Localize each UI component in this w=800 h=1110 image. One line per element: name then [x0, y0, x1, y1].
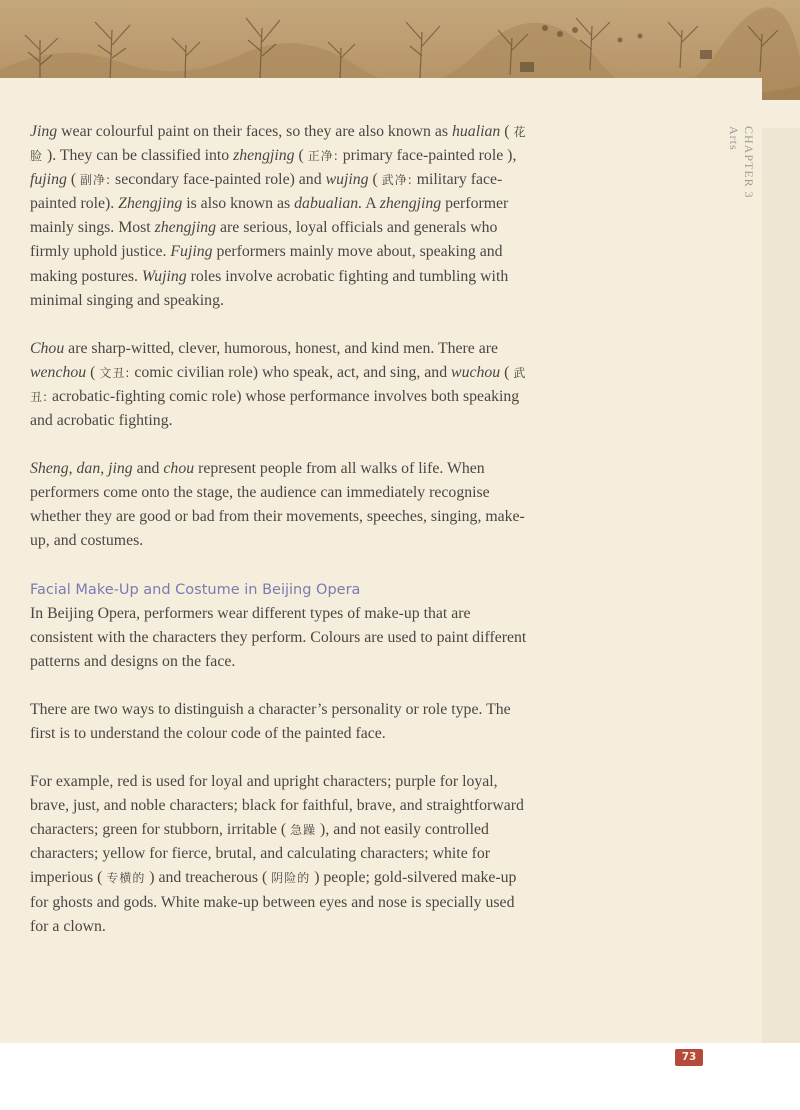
text-run: and: [132, 460, 164, 478]
text-run: secondary face-painted role) and: [111, 171, 326, 189]
text-run: (: [500, 363, 514, 381]
text-run: are sharp-witted, clever, humorous, honest, and kind men. There are: [64, 339, 499, 357]
italic-term: wenchou: [30, 363, 87, 381]
text-run: performers mainly move about, speaking and making postures.: [30, 243, 503, 285]
text-run: ,: [100, 460, 109, 478]
chinese-term: 文丑:: [99, 365, 131, 380]
italic-term: Chou: [30, 339, 65, 357]
text-run: (: [294, 147, 308, 165]
text-run: acrobatic-fighting comic role) whose performance involves both speaking and acrobatic fighting.: [30, 387, 520, 430]
text-run: roles involve acrobatic fighting and tumbling with minimal singing and speaking.: [30, 267, 509, 309]
chinese-term: 专横的: [106, 871, 146, 886]
chinese-term: 急躁: [290, 823, 317, 838]
chinese-term: 正净:: [307, 149, 339, 164]
text-run: (: [86, 363, 100, 381]
chapter-number: CHAPTER 3: [742, 126, 756, 199]
chapter-title: Arts: [727, 126, 741, 151]
italic-term: zhengjing: [154, 219, 217, 237]
chinese-term: 花脸: [30, 125, 527, 164]
italic-term: Wujing: [141, 267, 187, 285]
paragraph: [30, 457, 530, 553]
text-run: A: [362, 195, 380, 213]
text-run: ), and not easily controlled characters; yellow for fierce, brutal, and calculating characters; white for imperious (: [30, 821, 491, 887]
italic-term: Zhengjing: [118, 195, 183, 213]
chinese-term: 武丑:: [30, 365, 527, 404]
italic-term: hualian: [452, 123, 501, 140]
chinese-term: 阴险的: [271, 871, 311, 886]
italic-term: wuchou: [451, 363, 501, 381]
chapter-tab: [712, 100, 800, 128]
text-run: (: [66, 171, 81, 189]
main-text: [30, 120, 530, 963]
text-run: represent people from all walks of life. When performers come onto the stage, the audience can immediately recognise whether they are good or bad from their movements, speeches, singing, make-up, and costumes.: [30, 460, 525, 550]
italic-term: Sheng: [30, 460, 69, 478]
page-margin: [762, 128, 800, 1043]
italic-term: dan: [76, 460, 101, 478]
paragraph: [30, 698, 530, 746]
italic-term: chou: [163, 460, 195, 478]
text-run: There are two ways to distinguish a character’s personality or role type. The first is to understand the colour code of the painted face.: [30, 700, 511, 742]
chapter-label: [726, 126, 756, 199]
text-run: military face-painted role).: [30, 171, 503, 213]
italic-term: fujing: [30, 171, 67, 189]
paragraph: [30, 602, 530, 674]
section-heading: Facial Make-Up and Costume in Beijing Opera: [30, 581, 361, 598]
text-run: ,: [68, 460, 77, 478]
chinese-term: 武净:: [381, 173, 413, 188]
italic-term: wujing: [325, 171, 369, 189]
text-run: In Beijing Opera, performers wear different types of make-up that are consistent with the characters they perform. Colours are used to paint different patterns and designs on the face.: [30, 604, 527, 670]
chinese-term: 副净:: [80, 173, 112, 188]
italic-term: Jing: [30, 123, 58, 140]
page-number-badge: 73: [675, 1049, 703, 1066]
text-run: wear colourful paint on their faces, so they are also known as: [57, 123, 452, 140]
text-run: performer mainly sings. Most: [30, 195, 509, 237]
paragraph: [30, 120, 530, 313]
text-run: ). They can be classified into: [43, 147, 234, 165]
paragraph: [30, 337, 530, 433]
italic-term: Fujing: [170, 243, 213, 261]
paragraph: [30, 770, 530, 939]
text-run: For example, red is used for loyal and upright characters; purple for loyal, brave, just, and noble characters; black for faithful, brave, and straightforward characters; green for stubborn, irritable (: [30, 773, 524, 839]
text-run: primary face-painted role ),: [338, 147, 517, 165]
italic-term: jing: [108, 460, 133, 478]
italic-term: zhengjing: [379, 195, 442, 213]
text-run: are serious, loyal officials and generals who firmly uphold justice.: [30, 219, 498, 261]
text-run: (: [500, 123, 514, 140]
text-run: (: [368, 171, 382, 189]
italic-term: zhengjing: [233, 147, 295, 165]
text-run: ) people; gold-silvered make-up for ghosts and gods. White make-up between eyes and nose is specially used for a clown.: [30, 869, 517, 935]
text-run: comic civilian role) who speak, act, and sing, and: [130, 363, 452, 381]
text-run: is also known as: [182, 195, 295, 213]
text-run: ) and treacherous (: [145, 869, 272, 887]
italic-term: dabualian.: [294, 195, 363, 213]
